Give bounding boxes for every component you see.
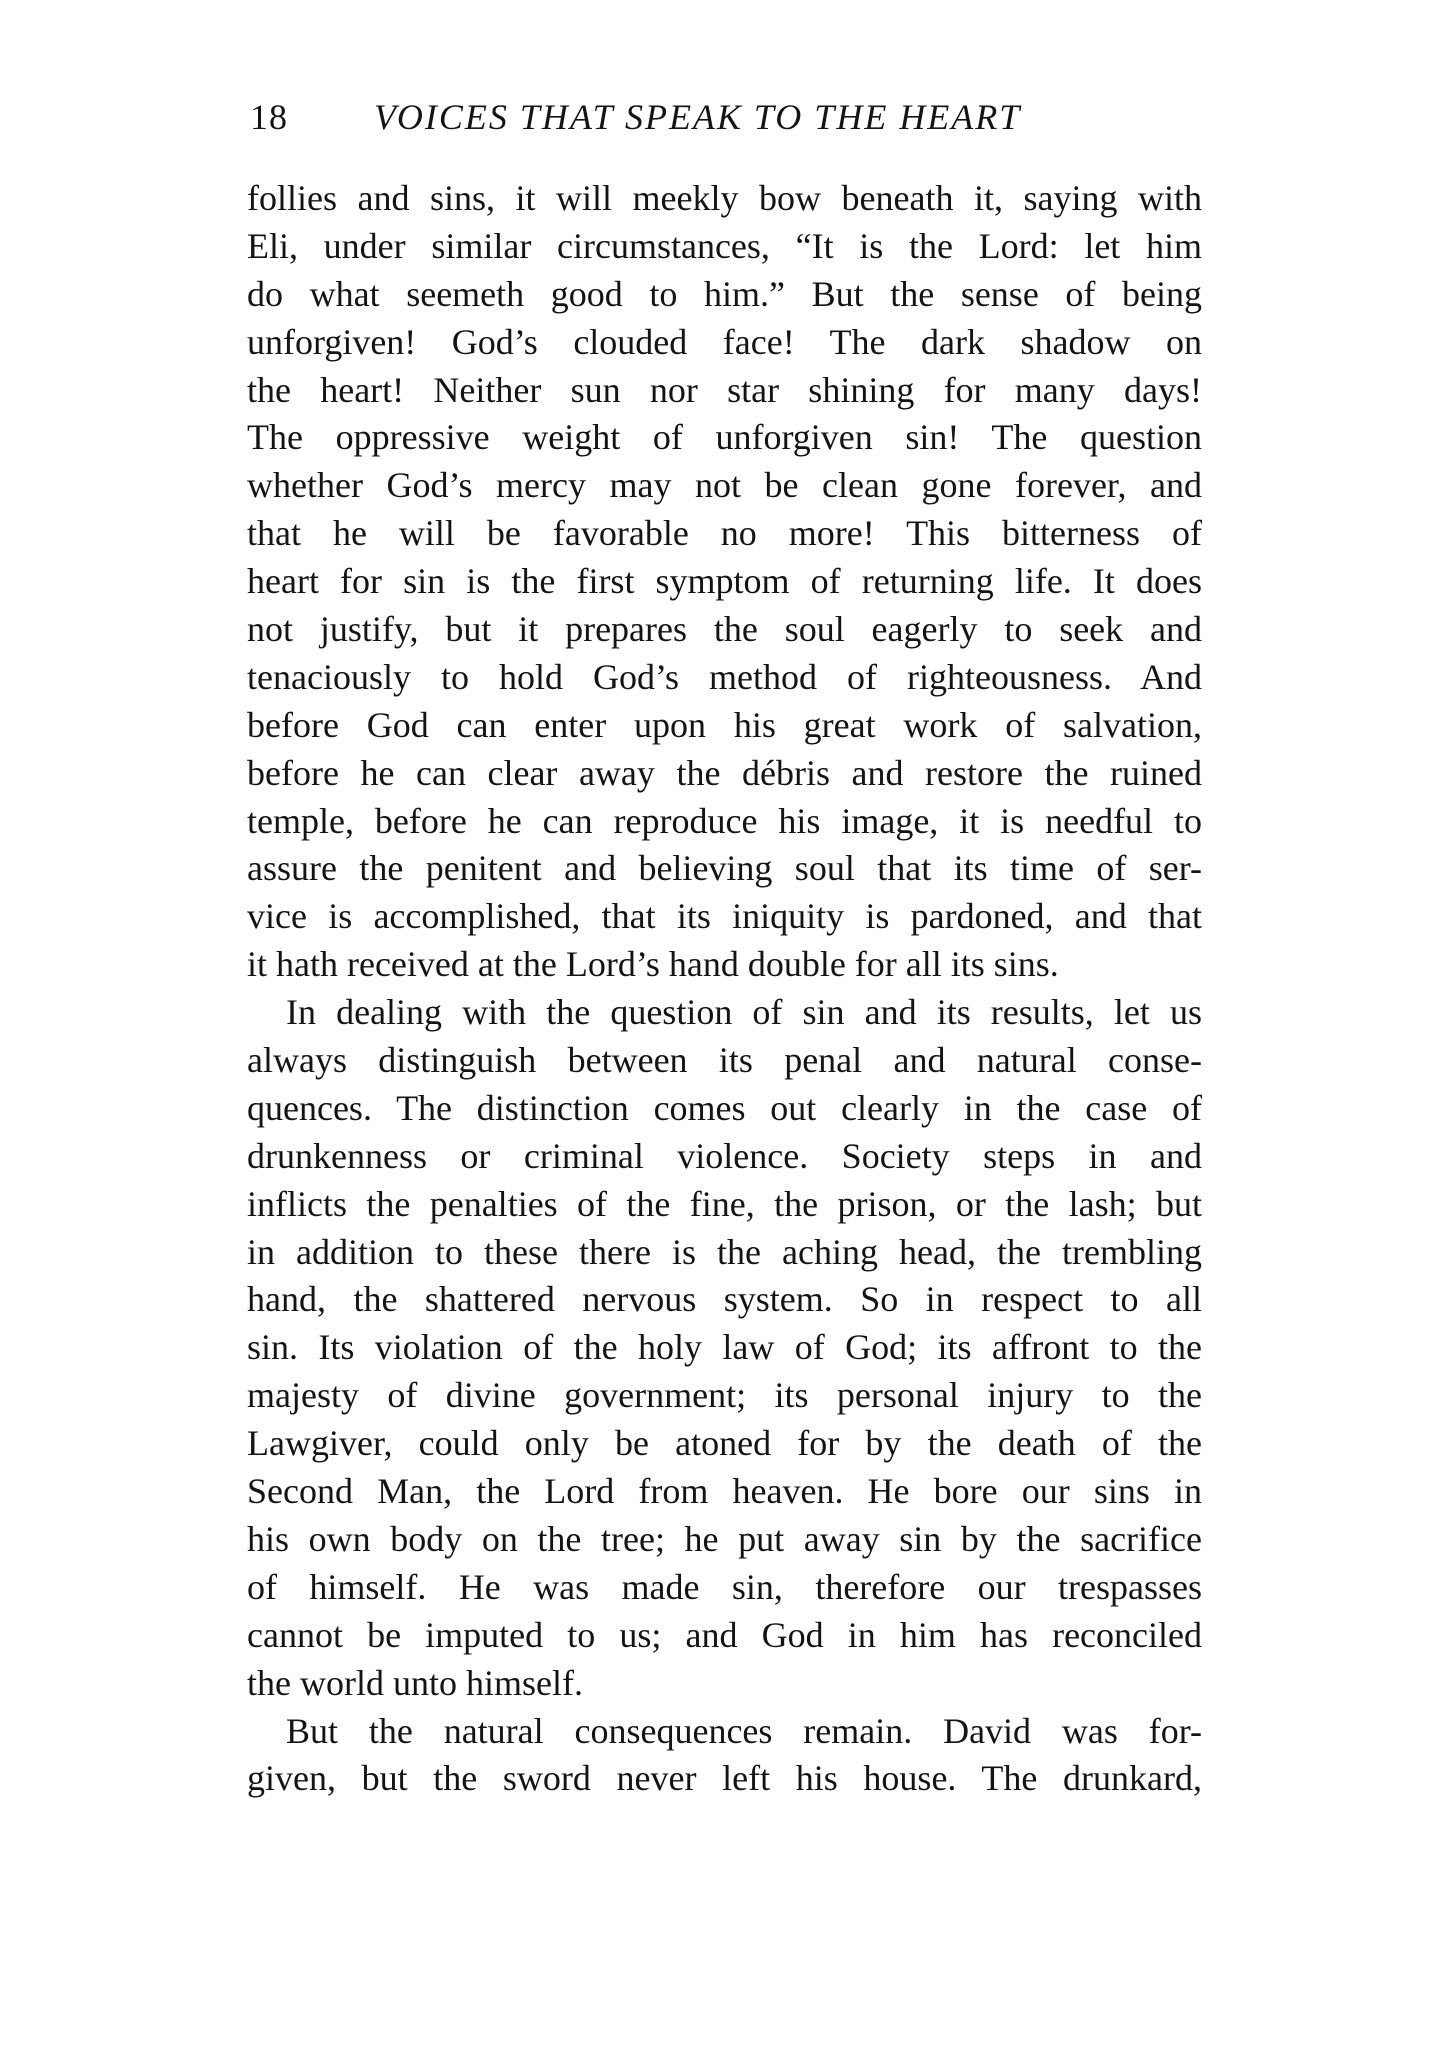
text-line: in addition to these there is the aching head, the trembling	[247, 1231, 1202, 1272]
text-line: inflicts the penalties of the fine, the prison, or the lash; but	[247, 1183, 1202, 1224]
text-line: majesty of divine government; its personal injury to the	[247, 1375, 1202, 1416]
running-head	[250, 92, 1200, 142]
text-line: But the natural consequences remain. David was for-	[286, 1710, 1202, 1751]
text-line: unforgiven! God’s clouded face! The dark shadow on	[247, 321, 1202, 362]
text-line: In dealing with the question of sin and its results, let us	[286, 992, 1202, 1033]
text-line: The oppressive weight of unforgiven sin! The question	[247, 417, 1202, 458]
text-line: Lawgiver, could only be atoned for by the death of the	[247, 1423, 1202, 1464]
text-line: before he can clear away the débris and restore the ruined	[247, 752, 1202, 793]
body-text	[247, 175, 1202, 1803]
text-line: not justify, but it prepares the soul eagerly to seek and	[247, 609, 1202, 650]
text-line: his own body on the tree; he put away sin by the sacrifice	[247, 1518, 1202, 1559]
text-line: whether God’s mercy may not be clean gone forever, and	[247, 465, 1202, 506]
text-line: sin. Its violation of the holy law of God; its affront to the	[247, 1327, 1202, 1368]
text-line: of himself. He was made sin, therefore our trespasses	[247, 1566, 1202, 1607]
text-line: hand, the shattered nervous system. So in respect to all	[247, 1279, 1202, 1320]
text-line: Second Man, the Lord from heaven. He bore our sins in	[247, 1471, 1202, 1512]
page-number: 18	[250, 97, 288, 137]
text-line: that he will be favorable no more! This bitterness of	[247, 513, 1202, 554]
text-line: given, but the sword never left his house. The drunkard,	[247, 1758, 1202, 1799]
text-line: cannot be imputed to us; and God in him has reconciled	[247, 1614, 1202, 1655]
text-line: assure the penitent and believing soul that its time of ser-	[247, 848, 1202, 889]
running-title: VOICES THAT SPEAK TO THE HEART	[374, 97, 1022, 137]
text-line: heart for sin is the first symptom of returning life. It does	[247, 561, 1202, 602]
text-line: temple, before he can reproduce his image, it is needful to	[247, 800, 1202, 841]
text-line: before God can enter upon his great work of salvation,	[247, 704, 1202, 745]
text-line: drunkenness or criminal violence. Society steps in and	[247, 1135, 1202, 1176]
text-line: tenaciously to hold God’s method of righteousness. And	[247, 656, 1202, 697]
text-line: the world unto himself.	[247, 1662, 583, 1703]
text-line: quences. The distinction comes out clearly in the case of	[247, 1087, 1202, 1128]
text-line: Eli, under similar circumstances, “It is the Lord: let him	[247, 225, 1202, 266]
text-line: follies and sins, it will meekly bow beneath it, saying with	[247, 178, 1202, 218]
text-line: it hath received at the Lord’s hand double for all its sins.	[247, 944, 1059, 985]
text-line: vice is accomplished, that its iniquity is pardoned, and that	[247, 896, 1202, 937]
text-line: do what seemeth good to him.” But the sense of being	[247, 273, 1202, 314]
text-line: the heart! Neither sun nor star shining for many days!	[247, 369, 1202, 410]
text-line: always distinguish between its penal and natural conse-	[247, 1040, 1202, 1081]
